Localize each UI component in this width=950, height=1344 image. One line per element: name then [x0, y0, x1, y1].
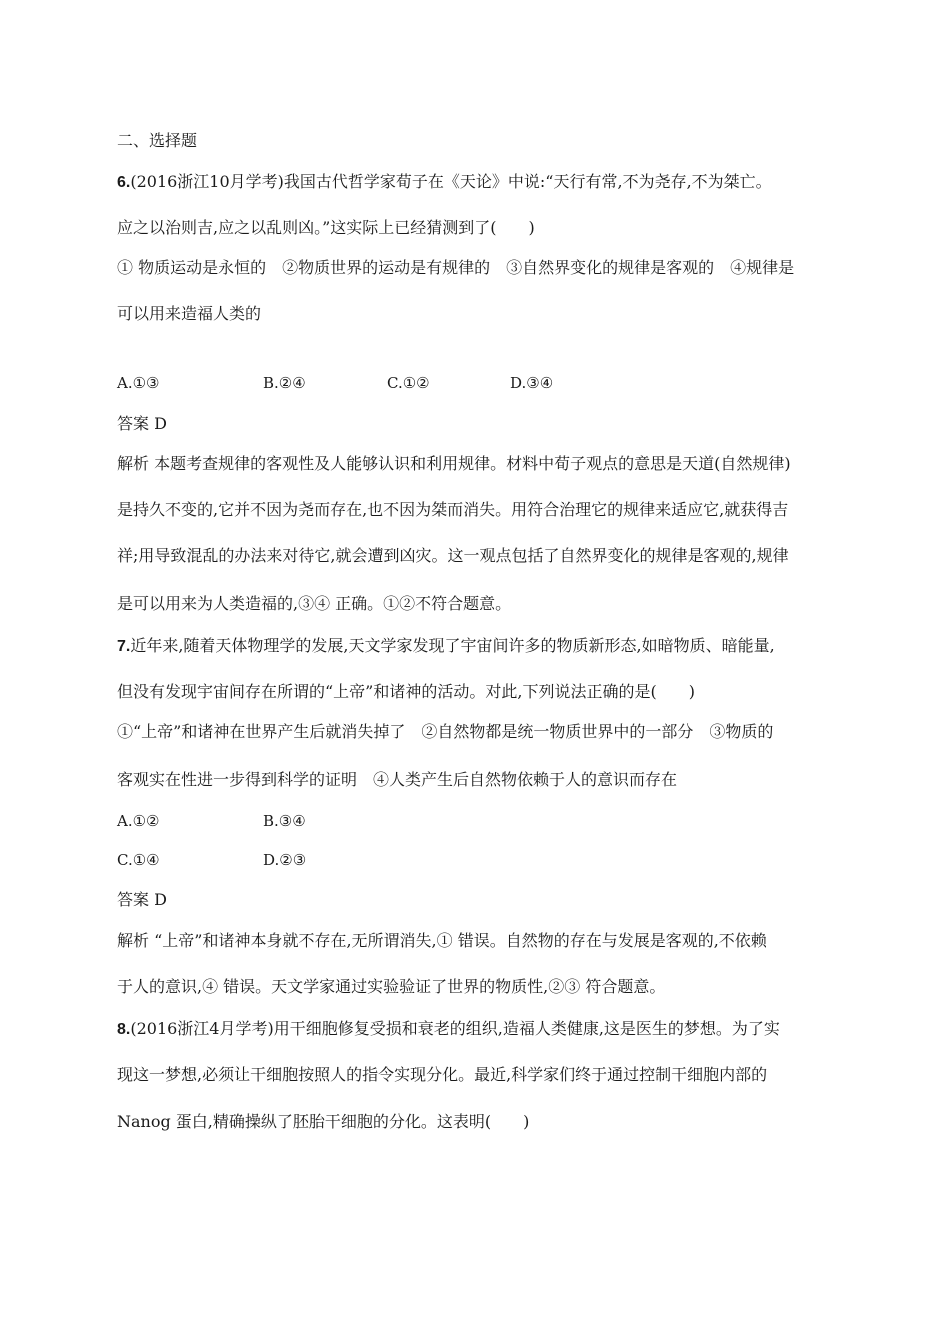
question-7-items-line-2: 客观实在性进一步得到科学的证明 ④人类产生后自然物依赖于人的意识而存在	[117, 770, 678, 789]
question-8-line-2: 现这一梦想,必须让干细胞按照人的指令实现分化。最近,科学家们终于通过控制干细胞内部的	[117, 1065, 768, 1084]
question-6-line-1: 6.(2016浙江10月学考)我国古代哲学家荀子在《天论》中说:“天行有常,不为尧存,不为桀亡。	[117, 172, 772, 191]
question-7-line-1: 7.近年来,随着天体物理学的发展,天文学家发现了宇宙间许多的物质新形态,如暗物质、暗能量,	[117, 636, 775, 655]
question-7-option-d: D.②③	[263, 851, 307, 869]
question-7-option-a: A.①②	[117, 812, 160, 830]
question-7-number: 7.	[117, 638, 131, 655]
question-7-answer: 答案 D	[117, 890, 167, 909]
question-6-analysis-line: 是持久不变的,它并不因为尧而存在,也不因为桀而消失。用符合治理它的规律来适应它,就获得吉	[117, 500, 789, 519]
question-8-number: 8.	[117, 1021, 131, 1038]
question-6-analysis-line: 解析 本题考查规律的客观性及人能够认识和利用规律。材料中荀子观点的意思是天道(自然规律)	[117, 454, 791, 473]
question-7-items-line-1: ①“上帝”和诸神在世界产生后就消失掉了 ②自然物都是统一物质世界中的一部分 ③物质的	[117, 722, 774, 741]
question-6-items-line-2: 可以用来造福人类的	[117, 304, 262, 323]
question-7-line-2: 但没有发现宇宙间存在所谓的“上帝”和诸神的活动。对此,下列说法正确的是( )	[117, 682, 695, 701]
question-6-number: 6.	[117, 174, 131, 191]
question-6-option-d: D.③④	[510, 374, 554, 392]
question-7-option-b: B.③④	[263, 812, 306, 830]
question-6-answer: 答案 D	[117, 414, 167, 433]
question-6-option-a: A.①③	[117, 374, 160, 392]
question-7-option-c: C.①④	[117, 851, 160, 869]
question-6-option-b: B.②④	[263, 374, 306, 392]
section-title: 二、选择题	[117, 131, 198, 150]
question-8-line-3: Nanog 蛋白,精确操纵了胚胎干细胞的分化。这表明( )	[117, 1112, 530, 1131]
question-6-items-line-1: ① 物质运动是永恒的 ②物质世界的运动是有规律的 ③自然界变化的规律是客观的 ④规律是	[117, 258, 795, 277]
question-6-line-2: 应之以治则吉,应之以乱则凶。”这实际上已经猜测到了( )	[117, 218, 535, 237]
question-8-line-1: 8.(2016浙江4月学考)用干细胞修复受损和衰老的组织,造福人类健康,这是医生的梦想。为了实	[117, 1019, 780, 1038]
question-6-option-c: C.①②	[387, 374, 430, 392]
question-7-analysis-line: 于人的意识,④ 错误。天文学家通过实验验证了世界的物质性,②③ 符合题意。	[117, 977, 666, 996]
question-6-analysis-line: 祥;用导致混乱的办法来对待它,就会遭到凶灾。这一观点包括了自然界变化的规律是客观的,规律	[117, 546, 789, 565]
question-7-analysis-line: 解析 “上帝”和诸神本身就不存在,无所谓消失,① 错误。自然物的存在与发展是客观的,不依赖	[117, 931, 767, 950]
question-6-analysis-line: 是可以用来为人类造福的,③④ 正确。①②不符合题意。	[117, 594, 512, 613]
